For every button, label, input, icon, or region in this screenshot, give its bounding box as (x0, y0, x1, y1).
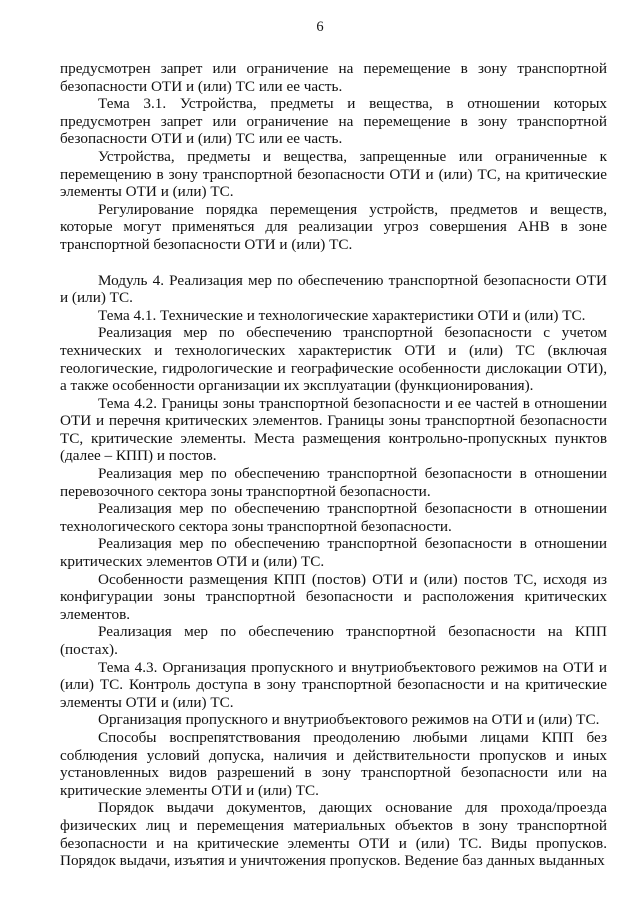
paragraph-gap (60, 254, 607, 272)
paragraph: Реализация мер по обеспечению транспортной безопасности в отношении критических элементов ОТИ и (или) ТС. (60, 535, 607, 571)
paragraph: Устройства, предметы и вещества, запрещенные или ограниченные к перемещению в зону транспортной безопасности ОТИ и (или) ТС, на критические элементы ОТИ и (или) ТС. (60, 147, 607, 201)
paragraph-topic-4-2: Тема 4.2. Границы зоны транспортной безопасности и ее частей в отношении ОТИ и перечня критических элементов. Границы зоны транспортной безопасности ТС, критические элементы. Места размещения контрольно-пропускных пунктов (далее – КПП) и постов. (60, 394, 607, 465)
paragraph-topic-4-1: Тема 4.1. Технические и технологические характеристики ОТИ и (или) ТС. (98, 306, 586, 324)
paragraph-continuation: предусмотрен запрет или ограничение на перемещение в зону транспортной безопасности ОТИ и (или) ТС или ее часть. (60, 60, 607, 95)
paragraph: Особенности размещения КПП (постов) ОТИ и (или) постов ТС, исходя из конфигурации зоны транспортной безопасности и расположения критических элементов. (60, 570, 607, 623)
paragraph-module-4: Модуль 4. Реализация мер по обеспечению транспортной безопасности ОТИ и (или) ТС. (60, 271, 607, 307)
paragraph: Регулирование порядка перемещения устройств, предметов и веществ, которые могут применяться для реализации угроз совершения АНВ в зоне транспортной безопасности ОТИ и (или) ТС. (60, 200, 607, 253)
paragraph-topic-3-1: Тема 3.1. Устройства, предметы и вещества, в отношении которых предусмотрен запрет или ограничение на перемещение в зону транспортной безопасности ОТИ и (или) ТС или ее часть. (60, 95, 607, 148)
paragraph: Организация пропускного и внутриобъектового режимов на ОТИ и (или) ТС. (98, 711, 600, 729)
paragraph: Реализация мер по обеспечению транспортной безопасности в отношении перевозочного сектора зоны транспортной безопасности. (60, 465, 607, 500)
page-body (60, 60, 607, 870)
paragraph: Реализация мер по обеспечению транспортной безопасности с учетом технических и технологических характеристик ОТИ и (или) ТС (включая геологические, гидрологические и географические особенности дислокации ОТИ), а также особенности организации их эксплуатации (функционирования). (60, 324, 607, 395)
paragraph: Реализация мер по обеспечению транспортной безопасности в отношении технологического сектора зоны транспортной безопасности. (60, 500, 607, 535)
paragraph: Способы воспрепятствования преодолению любыми лицами КПП без соблюдения условий допуска, наличия и действительности пропусков и иных установленных видов разрешений в зону транспортной безопасности или на критические элементы ОТИ и (или) ТС. (60, 728, 607, 799)
paragraph: Реализация мер по обеспечению транспортной безопасности на КПП (постах). (60, 623, 607, 658)
paragraph-topic-4-3: Тема 4.3. Организация пропускного и внутриобъектового режимов на ОТИ и (или) ТС. Контроль доступа в зону транспортной безопасности и на критические элементы ОТИ и (или) ТС. (60, 658, 607, 711)
paragraph: Порядок выдачи документов, дающих основание для прохода/проезда физических лиц и перемещения материальных объектов в зону транспортной безопасности и на критические элементы ОТИ и (или) ТС. Виды пропусков. Порядок выдачи, изъятия и уничтожения пропусков. Ведение баз данных выданных (60, 799, 607, 870)
page-number: 6 (316, 19, 324, 35)
